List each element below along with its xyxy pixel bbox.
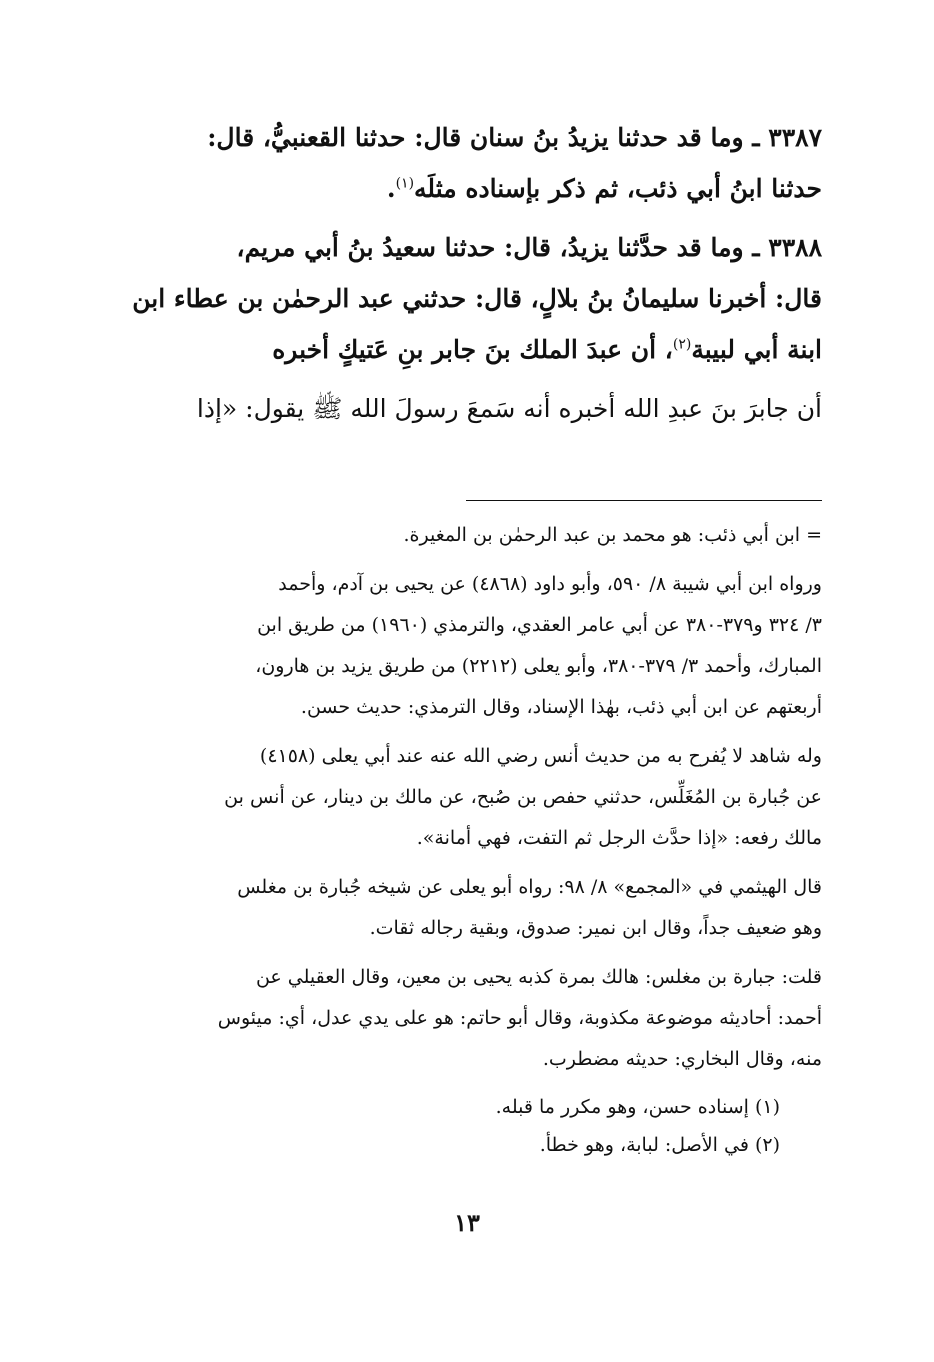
note-line: عن جُبارة بن المُغَلِّس، حدثني حفص بن صُبح، عن مالك بن دينار، عن أنس بن xyxy=(224,786,822,808)
note-paragraph-3 xyxy=(106,867,822,949)
note-line: وله شاهد لا يُفرح به من حديث أنس رضي الله عنه عند أبي يعلى (٤١٥٨) xyxy=(259,745,822,767)
note-line: وهو ضعيف جداً، وقال ابن نمير: صدوق، وبقية رجاله ثقات. xyxy=(369,917,822,939)
note-line: قال الهيثمي في «المجمع» ٨/ ٩٨: رواه أبو يعلى عن شيخه جُبارة بن مغلس xyxy=(237,876,822,898)
hadith-3388-line3-end: ، أن عبدَ الملك بنَ جابر بنِ عَتيكٍ أخبره xyxy=(272,335,673,364)
hadith-3387 xyxy=(106,112,822,214)
note-line: مالك رفعه: «إذا حدَّث الرجل ثم التفت، فهي أمانة». xyxy=(416,827,822,849)
page-number: ١٣ xyxy=(454,1208,480,1237)
note-paragraph-1 xyxy=(106,564,822,728)
note-paragraph-4 xyxy=(106,957,822,1080)
hadith-3388-line3: ابنة أبي لبيبة xyxy=(691,335,822,364)
footnote-separator xyxy=(466,500,822,501)
note-line: أحمد: أحاديثه موضوعة مكذوبة، وقال أبو حاتم: هو على يدي عدل، أي: ميئوس xyxy=(217,1007,822,1029)
hadith-3388-line1: ٣٣٨٨ ـ وما قد حدَّثنا يزيدُ، قال: حدثنا سعيدُ بنُ أبي مريم، xyxy=(236,233,822,262)
note-line: منه، وقال البخاري: حديثه مضطرب. xyxy=(542,1048,822,1070)
footnote-marker-2: (٢) xyxy=(672,336,692,353)
note-line: أربعتهم عن ابن أبي ذئب، بهٰذا الإسناد، وقال الترمذي: حديث حسن. xyxy=(300,696,822,718)
note-line: المبارك، وأحمد ٣/ ٣٧٩-٣٨٠، وأبو يعلى (٢٢١٢) من طريق يزيد بن هارون، xyxy=(255,655,822,677)
hadith-3387-line2-end: . xyxy=(386,174,396,203)
note-line: ورواه ابن أبي شيبة ٨/ ٥٩٠، وأبو داود (٤٨٦٨) عن يحيى بن آدم، وأحمد xyxy=(278,573,822,595)
footnote-2: (٢) في الأصل: لبابة، وهو خطأ. xyxy=(539,1134,780,1156)
continuation-text: = ابن أبي ذئب: هو محمد بن عبد الرحمٰن بن المغيرة. xyxy=(403,524,822,546)
footnote-continuation xyxy=(106,515,822,556)
note-paragraph-2 xyxy=(106,736,822,859)
hadith-3387-line1: ٣٣٨٧ ـ وما قد حدثنا يزيدُ بنُ سنان قال: حدثنا القعنبيُّ، قال: xyxy=(207,123,822,152)
note-line: ٣/ ٣٢٤ و٣٧٩-٣٨٠ عن أبي عامر العقدي، والترمذي (١٩٦٠) من طريق ابن xyxy=(257,614,822,636)
hadith-3387-line2: حدثنا ابنُ أبي ذئب، ثم ذكر بإسناده مثلَه xyxy=(414,174,822,203)
hadith-3388-line2: قال: أخبرنا سليمانُ بنُ بلالٍ، قال: حدثني عبد الرحمٰن بن عطاء ابن xyxy=(132,284,822,313)
note-line: قلت: جبارة بن مغلس: هالك بمرة كذبه يحيى بن معين، وقال العقيلي عن xyxy=(255,966,822,988)
footnote-1: (١) إسناده حسن، وهو مكرر ما قبله. xyxy=(495,1096,780,1118)
hadith-3388-line4: أن جابرَ بنَ عبدِ الله أخبره أنه سَمعَ رسولَ الله ﷺ يقول: «إذا xyxy=(196,394,822,423)
hadith-3388-continued xyxy=(106,383,822,434)
hadith-3388 xyxy=(106,222,822,375)
footnote-marker-1: (١) xyxy=(395,175,415,192)
book-page xyxy=(106,112,822,1164)
